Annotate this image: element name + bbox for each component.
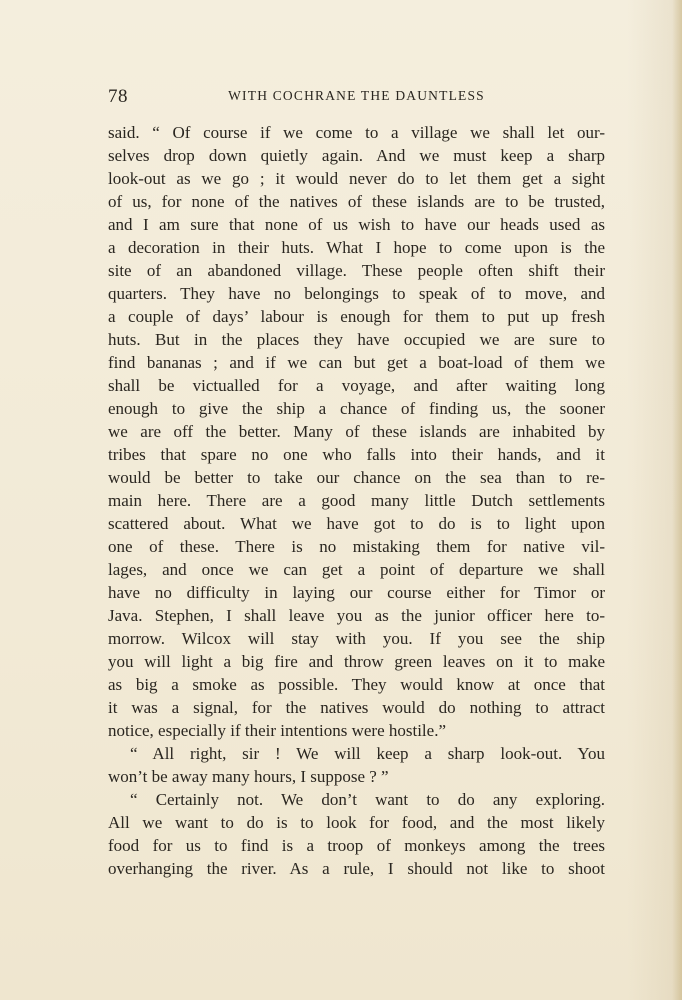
text-line: overhanging the river. As a rule, I should not like to shoot: [108, 859, 605, 878]
text-line: would be better to take our chance on the sea than to re-: [108, 468, 605, 487]
text-line: lages, and once we can get a point of departure we shall: [108, 560, 605, 579]
text-line: look-out as we go ; it would never do to let them get a sight: [108, 169, 605, 188]
text-line: tribes that spare no one who falls into their hands, and it: [108, 445, 605, 464]
text-line: a couple of days’ labour is enough for them to put up fresh: [108, 307, 605, 326]
text-line: as big a smoke as possible. They would know at once that: [108, 675, 605, 694]
text-line: said. “ Of course if we come to a village we shall let our-: [108, 123, 605, 142]
text-line: it was a signal, for the natives would do nothing to attract: [108, 698, 605, 717]
text-line: Java. Stephen, I shall leave you as the junior officer here to-: [108, 606, 605, 625]
text-line: main here. There are a good many little Dutch settlements: [108, 491, 605, 510]
body-text: [108, 121, 605, 880]
text-line: you will light a big fire and throw green leaves on it to make: [108, 652, 605, 671]
text-line: scattered about. What we have got to do is to light upon: [108, 514, 605, 533]
text-line: find bananas ; and if we can but get a boat-load of them we: [108, 353, 605, 372]
text-line: food for us to find is a troop of monkeys among the trees: [108, 836, 605, 855]
text-line: shall be victualled for a voyage, and after waiting long: [108, 376, 605, 395]
text-line: notice, especially if their intentions were hostile.”: [108, 721, 446, 740]
text-line: have no difficulty in laying our course either for Timor or: [108, 583, 605, 602]
text-line: one of these. There is no mistaking them for native vil-: [108, 537, 605, 556]
text-line: huts. But in the places they have occupied we are sure to: [108, 330, 605, 349]
text-line: selves drop down quietly again. And we must keep a sharp: [108, 146, 605, 165]
text-line: we are off the better. Many of these islands are inhabited by: [108, 422, 605, 441]
text-line: won’t be away many hours, I suppose ? ”: [108, 767, 389, 786]
running-head: WITH COCHRANE THE DAUNTLESS: [228, 88, 485, 103]
text-line: of us, for none of the natives of these islands are to be trusted,: [108, 192, 605, 211]
text-line: enough to give the ship a chance of finding us, the sooner: [108, 399, 605, 418]
text-line: and I am sure that none of us wish to have our heads used as: [108, 215, 605, 234]
page-number: 78: [108, 86, 128, 107]
page-header: [108, 86, 605, 108]
text-line: “ All right, sir ! We will keep a sharp look-out. You: [130, 744, 605, 763]
text-line: quarters. They have no belongings to speak of to move, and: [108, 284, 605, 303]
text-line: “ Certainly not. We don’t want to do any exploring.: [130, 790, 605, 809]
text-line: All we want to do is to look for food, and the most likely: [108, 813, 605, 832]
text-line: site of an abandoned village. These people often shift their: [108, 261, 605, 280]
page-edge-shadow: [672, 0, 682, 1000]
text-line: a decoration in their huts. What I hope to come upon is the: [108, 238, 605, 257]
text-line: morrow. Wilcox will stay with you. If you see the ship: [108, 629, 605, 648]
